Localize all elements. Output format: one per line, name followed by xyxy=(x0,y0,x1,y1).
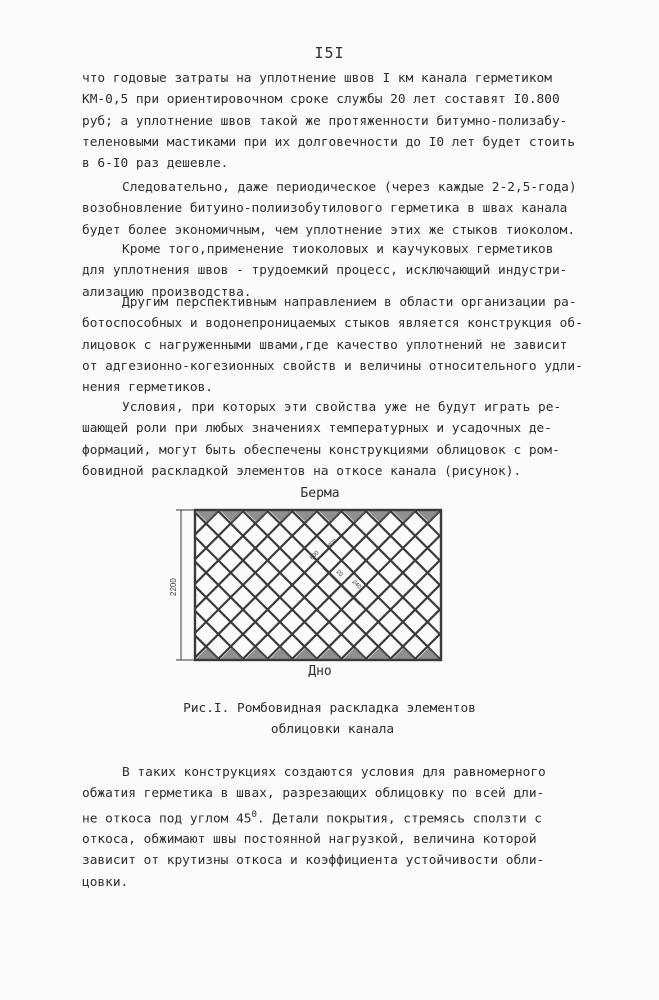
seam-line xyxy=(488,510,638,660)
seam-line xyxy=(463,510,613,660)
seam-line xyxy=(0,510,146,660)
text-line xyxy=(82,805,602,830)
text-line: от адгезионно-когезионных свойств и величины относительного удли- xyxy=(82,358,583,374)
page-number: I5I xyxy=(314,44,345,62)
element-gap-label: 20 xyxy=(334,569,344,579)
text-line: ботоспособных и водонепроницаемых стыков является конструкция об- xyxy=(82,316,583,332)
text-line: возобновление битуино-полиизобутилового герметика в швах канала xyxy=(82,201,568,217)
text-line: В таких конструкциях создаются условия для равномерного xyxy=(122,765,546,780)
text-line: бовидной раскладкой элементов на откосе канала (рисунок). xyxy=(82,463,522,479)
text-line: будет более экономичным, чем уплотнение этих же стыков тиоколом. xyxy=(82,222,576,238)
text-line: Условия, при которых эти свойства уже не будут играть ре- xyxy=(122,400,562,415)
text-line: для уплотнения швов - трудоемкий процесс, исключающий индустри- xyxy=(82,263,568,279)
seam-line xyxy=(0,510,146,660)
element-size-label: 240 xyxy=(350,579,362,591)
text-line: формаций, могут быть обеспечены конструкциями облицовок с ром- xyxy=(82,442,560,458)
text-line: КМ-0,5 при ориентировочном сроке службы 20 лет составят I0.800 xyxy=(82,92,560,108)
text-line: в 6-I0 раз дешевле. xyxy=(82,156,229,172)
text-line: откоса, обжимают швы постоянной нагрузкой, величина которой xyxy=(82,832,537,848)
text-line: руб; а уплотнение швов такой же протяженности битумно-полизабу- xyxy=(82,113,568,129)
text-line: цовки. xyxy=(82,874,129,890)
element-size-label: 800 xyxy=(327,538,339,550)
text-line: обжатия герметика в швах, разрезающих облицовку по всей дли- xyxy=(82,786,545,802)
figure-caption xyxy=(0,698,659,740)
seam-line xyxy=(20,510,170,660)
text-line: Следовательно, даже периодическое (через каждые 2-2,5-года) xyxy=(122,180,577,195)
text-line: теленовыми мастиками при их долговечности до I0 лет будет стоить xyxy=(82,134,576,150)
seam-line xyxy=(439,510,589,660)
text-fragment: не откоса под углом 45 xyxy=(82,810,252,826)
text-line: ализацию производства. xyxy=(82,284,252,300)
seam-line xyxy=(20,510,170,660)
diagonal-grid xyxy=(0,510,638,660)
text-line: зависит от крутизны откоса и коэффициента устойчивости обли- xyxy=(82,853,545,869)
caption-line-1: Рис.I. Ромбовидная раскладка элементов xyxy=(183,701,476,716)
element-size-label: 800 xyxy=(309,550,321,562)
caption-line-2: облицовки канала xyxy=(270,722,395,737)
text-line: Другим перспективным направлением в области организации ра- xyxy=(122,295,577,310)
text-line: Кроме того,применение тиоколовых и каучуковых герметиков xyxy=(122,242,554,257)
seam-line xyxy=(463,510,613,660)
text-line: что годовые затраты на уплотнение швов I км канала герметиком xyxy=(82,71,552,86)
degree-mark: 0 xyxy=(251,809,257,820)
text-fragment: . Детали покрытия, стремясь сползти с xyxy=(256,810,542,826)
height-dimension-label: 2200 xyxy=(169,578,178,596)
seam-line xyxy=(439,510,589,660)
paragraph-6 xyxy=(82,762,602,893)
figure-bottom-label: Дно xyxy=(308,664,332,679)
text-line: нения герметиков. xyxy=(82,380,213,396)
text-line: шающей роли при любых значениях температурных и усадочных де- xyxy=(82,421,552,437)
figure-top-label: Берма xyxy=(300,486,340,501)
text-line: лицовок с нагруженными швами,где качество уплотнений не зависит xyxy=(82,337,568,353)
seam-line xyxy=(488,510,638,660)
